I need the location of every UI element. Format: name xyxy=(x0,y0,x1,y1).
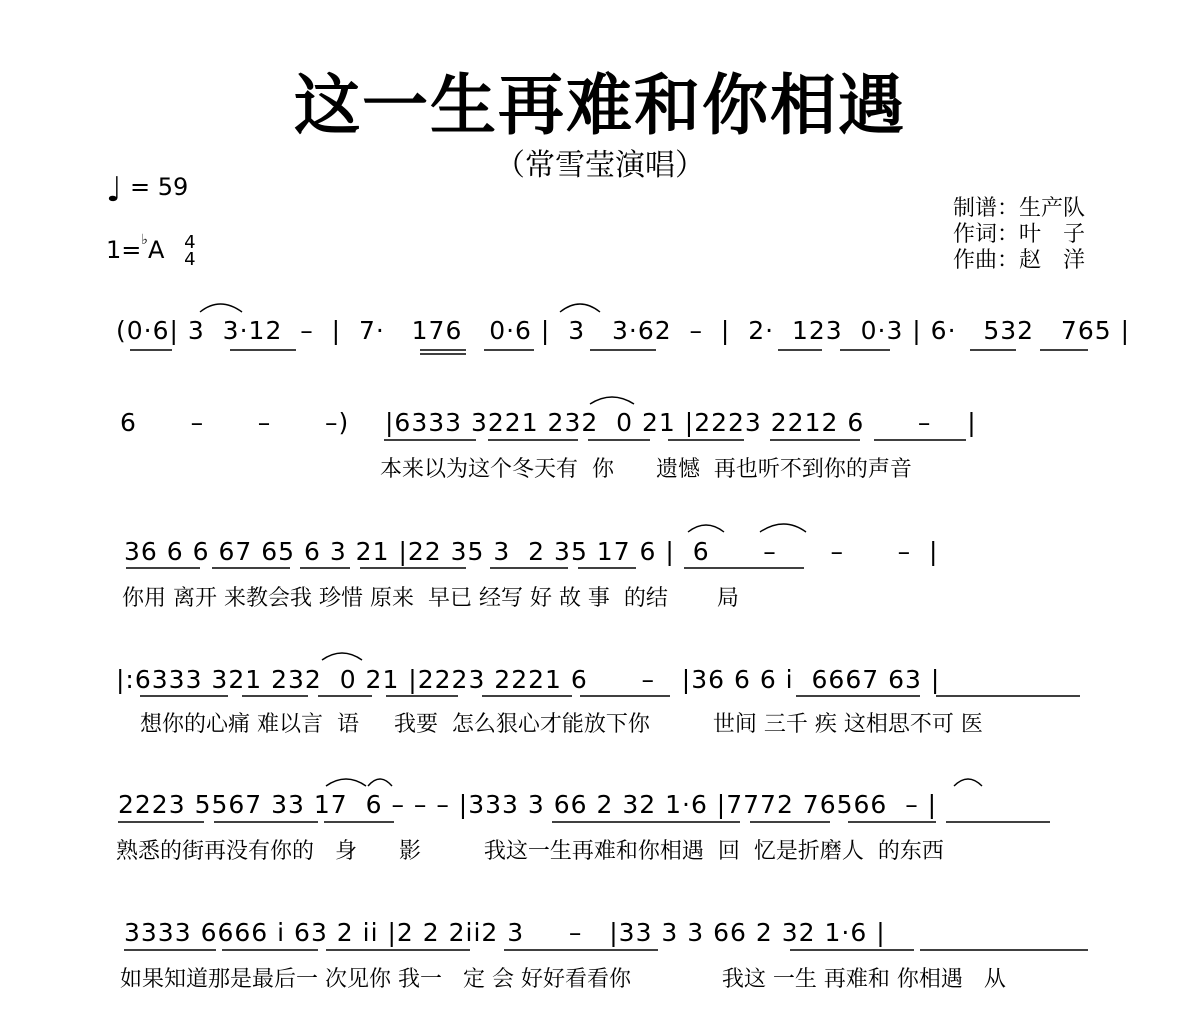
notation-line-2: 6 – – –) |6333 3221 232 0 21 |2223 2212 6 – | xyxy=(120,408,977,437)
song-title: 这一生再难和你相遇 xyxy=(294,67,906,144)
lyrics-line-5: 熟悉的街再没有你的 身 影 我这一生再难和你相遇 回 忆是折磨人 的东西 xyxy=(116,839,944,864)
credit-score: 制谱：生产队 xyxy=(953,196,1086,221)
notation-line-5: 2223 5567 33 17 6 – – – |333 3 66 2 32 1·6 |7772 76566 – | xyxy=(118,790,938,819)
lyrics-line-4: 想你的心痛 难以言 语 我要 怎么狠心才能放下你 世间 三千 疾 这相思不可 医 xyxy=(140,712,983,737)
lyrics-line-3: 你用 离开 来教会我 珍惜 原来 早已 经写 好 故 事 的结 局 xyxy=(122,586,739,611)
lyrics-line-2: 本来以为这个冬天有 你 遗憾 再也听不到你的声音 xyxy=(380,457,912,482)
lyrics-line-6: 如果知道那是最后一 次见你 我一 定 会 好好看看你 我这 一生 再难和 你相遇 从 xyxy=(120,967,1006,992)
time-top: 4 xyxy=(184,232,196,253)
key-prefix: 1= xyxy=(106,236,142,264)
quarter-note-icon: ♩ xyxy=(106,170,123,210)
credit-lyrics: 作词：叶 子 xyxy=(953,222,1086,247)
song-subtitle: （常雪莹演唱） xyxy=(495,148,705,183)
flat-icon: ♭ xyxy=(141,232,148,248)
key-note: A xyxy=(148,236,165,264)
notation-line-1: (0·6| 3 3·12 – | 7· 176 0·6 | 3 3·62 – | 2· 123 0·3 | 6· 532 765 | xyxy=(116,316,1131,345)
credit-music: 作曲：赵 洋 xyxy=(953,248,1086,273)
notation-line-4: |:6333 321 232 0 21 |2223 2221 6 – |36 6 6 i 6667 63 | xyxy=(116,665,941,694)
tempo-value: = 59 xyxy=(130,173,189,201)
notation-line-6: 3333 6666 i 63 2 ii |2 2 2ii2 3 – |33 3 3 66 2 32 1·6 | xyxy=(124,918,886,947)
time-bottom: 4 xyxy=(184,249,196,270)
notation-line-3: 36 6 6 67 65 6 3 21 |22 35 3 2 35 17 6 | 6 – – – | xyxy=(124,537,939,566)
